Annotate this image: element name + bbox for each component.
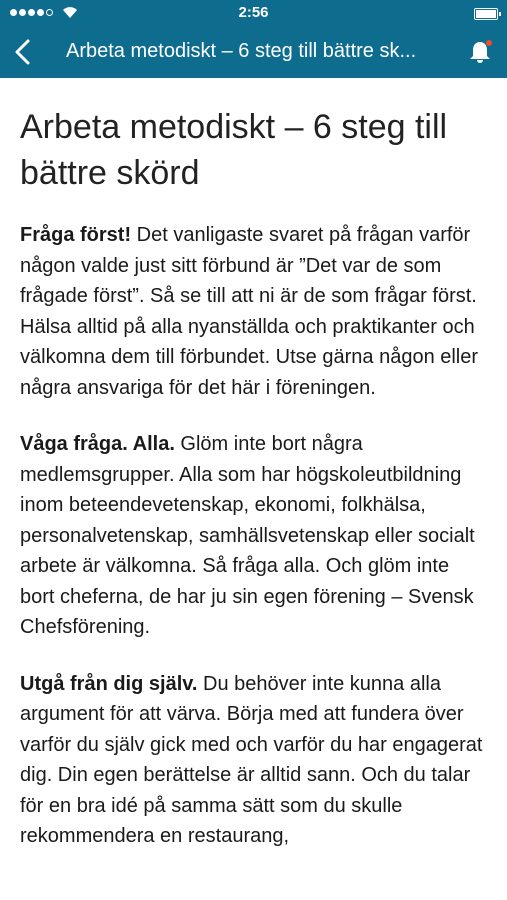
article-paragraph	[20, 220, 488, 403]
article-content	[20, 104, 488, 878]
bell-icon[interactable]	[466, 38, 494, 66]
battery-icon	[474, 8, 498, 20]
nav-title: Arbeta metodiskt – 6 steg till bättre sk...	[66, 40, 417, 62]
status-bar	[0, 0, 507, 26]
top-bar	[0, 0, 507, 78]
paragraph-lead: Fråga först!	[20, 224, 132, 246]
paragraph-text: Det vanligaste svaret på frågan varför någon valde just sitt förbund är ”Det var de som frågade först”. Så se till att ni är de som frågar först. Hälsa alltid på alla nyanställda och praktikanter och välkomna dem till förbundet. Utse gärna någon eller några ansvariga för det här i föreningen.	[20, 224, 479, 399]
article-title: Arbeta metodiskt – 6 steg till bättre skörd	[20, 108, 448, 192]
paragraph-lead: Våga fråga. Alla.	[20, 433, 175, 455]
status-time: 2:56	[238, 4, 269, 21]
chevron-left-icon[interactable]	[10, 38, 36, 66]
paragraph-lead: Utgå från dig själv.	[20, 672, 198, 695]
article-paragraph	[20, 429, 488, 643]
paragraph-text: Glöm inte bort några medlemsgrupper. Alla som har högskoleutbildning inom beteendevetenskap, ekonomi, folkhälsa, personalvetenskap, samhällsvetenskap eller socialt arbete är välkomna. Så fråga alla. Och glöm inte bort cheferna, de har ju sin egen förening – Svensk Chefsförening.	[20, 433, 475, 638]
paragraph-text: Du behöver inte kunna alla argument för att värva. Börja med att fundera över varför du själv gick med och varför du har engagerat dig. Din egen berättelse är alltid sann. Och du talar för en bra idé på samma sätt som du skulle rekommendera en restaurang,	[20, 672, 483, 847]
article-paragraph	[20, 669, 488, 852]
navigation-bar	[0, 26, 507, 78]
